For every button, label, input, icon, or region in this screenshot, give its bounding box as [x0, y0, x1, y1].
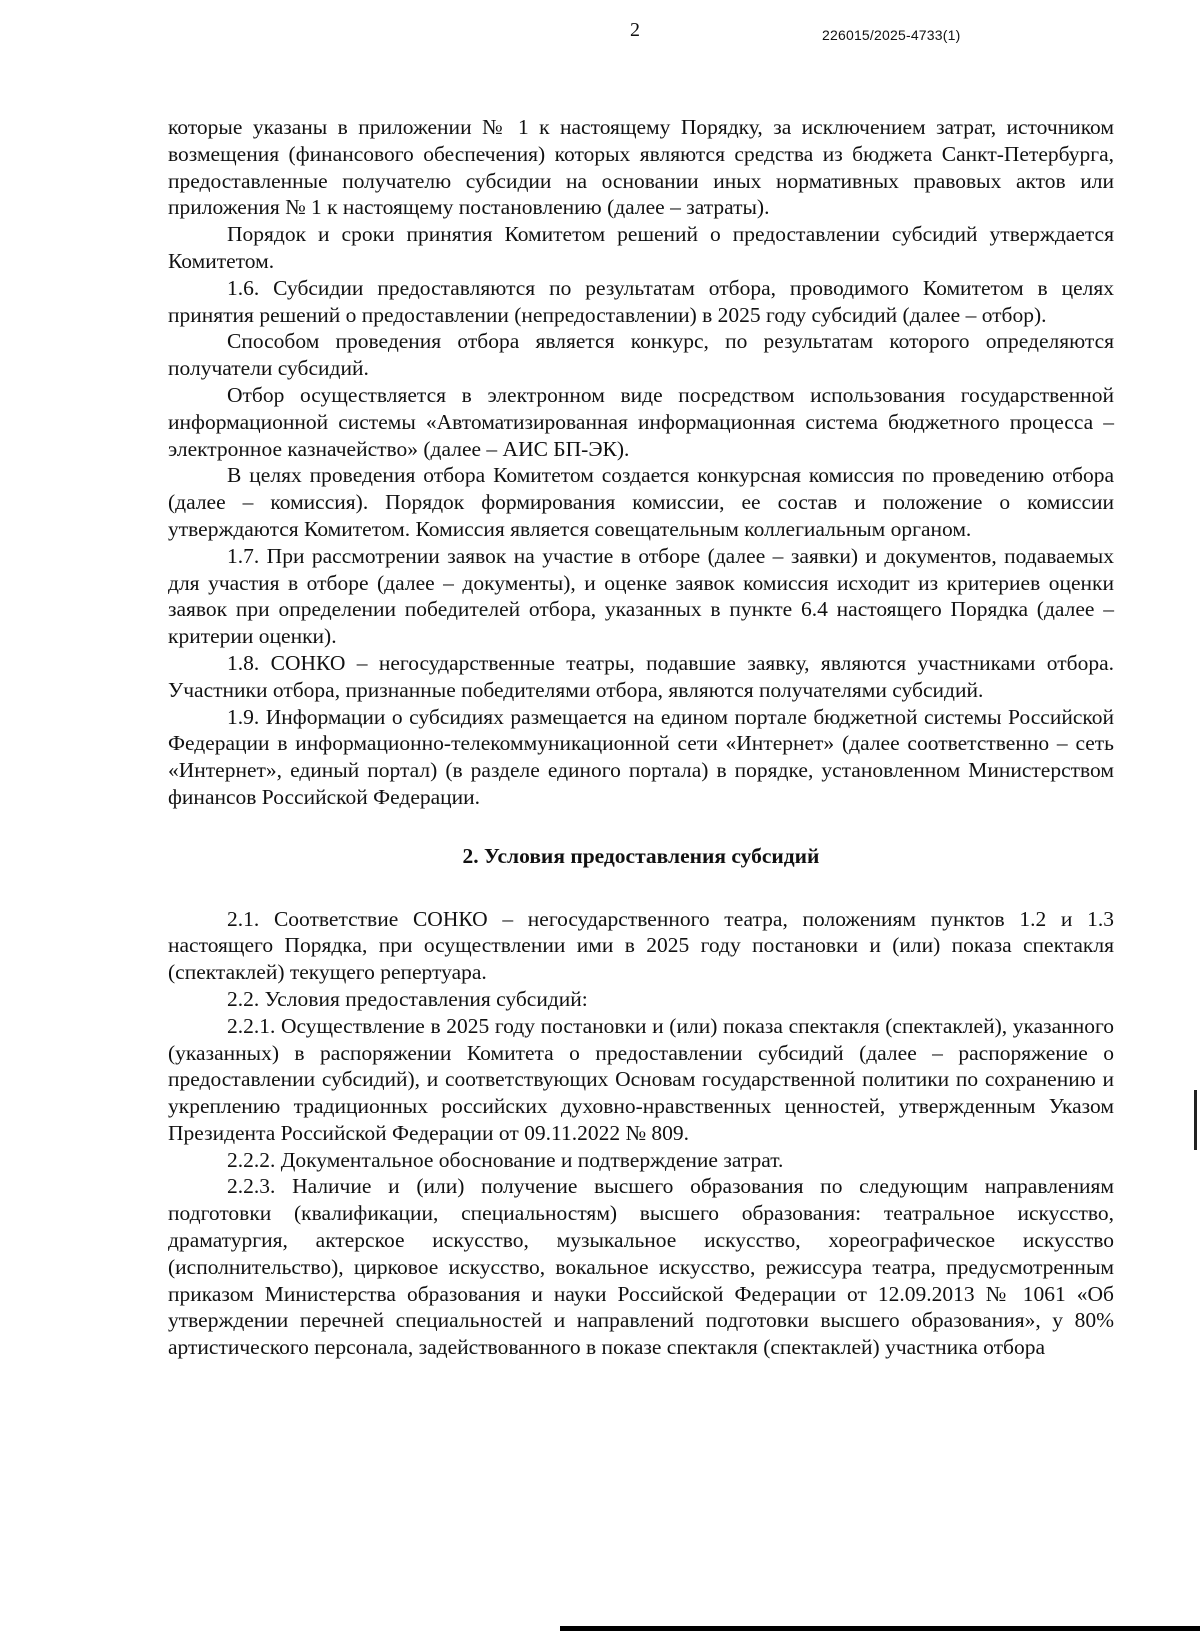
document-id: 226015/2025-4733(1)	[822, 27, 961, 43]
paragraph-2-2-2: 2.2.2. Документальное обоснование и подтверждение затрат.	[227, 1147, 784, 1172]
paragraph-1-9: 1.9. Информации о субсидиях размещается на едином портале бюджетной системы Российской Федерации в информационно-телекоммуникационной сети «Интернет» (далее соответственно – сеть «Интернет», единый портал) (в разделе единого портала) в порядке, установленном Министерством финансов Российской Федерации.	[168, 704, 1114, 809]
paragraph-2-2: 2.2. Условия предоставления субсидий:	[227, 986, 588, 1011]
paragraph-2-2-1: 2.2.1. Осуществление в 2025 году постановки и (или) показа спектакля (спектаклей), указанного (указанных) в распоряжении Комитета о предоставлении субсидий (далее – распоряжение о предоставлении субсидий), и соответствующих Основам государственной политики по сохранению и укреплению традиционных российских духовно-нравственных ценностей, утвержденным Указом Президента Российской Федерации от 09.11.2022 № 809.	[168, 1013, 1114, 1145]
paragraph: Порядок и сроки принятия Комитетом решений о предоставлении субсидий утверждается Комитетом.	[168, 222, 1114, 273]
paragraph: Способом проведения отбора является конкурс, по результатам которого определяются получатели субсидий.	[168, 329, 1114, 381]
document-body	[168, 114, 1114, 1361]
section-title: 2. Условия предоставления субсидий	[462, 843, 820, 868]
page-number: 2	[630, 19, 640, 41]
paragraph: В целях проведения отбора Комитетом создается конкурсная комиссия по проведению отбора (далее – комиссия). Порядок формирования комиссии, ее состав и положение о комиссии утверждаются Комитетом. Комиссия является совещательным коллегиальным органом.	[168, 463, 1114, 541]
paragraph-2-2-3: 2.2.3. Наличие и (или) получение высшего образования по следующим направлениям подготовки (квалификации, специальностям) высшего образования: театральное искусство, драматургия, актерское искусство, музыкальное искусство, хореографическое искусство (исполнительство), цирковое искусство, вокальное искусство, режиссура театра, предусмотренным приказом Министерства образования и науки Российской Федерации от 12.09.2013 № 1061 «Об утверждении перечней специальностей и направлений подготовки высшего образования», у 80% артистического персонала, задействованного в показе спектакля (спектаклей) участника отбора	[168, 1174, 1114, 1360]
paragraph-continuation: которые указаны в приложении № 1 к настоящему Порядку, за исключением затрат, источником возмещения (финансового обеспечения) которых являются средства из бюджета Санкт-Петербурга, предоставленные получателю субсидии на основании иных нормативных правовых актов или приложения № 1 к настоящему постановлению (далее – затраты).	[168, 115, 1114, 220]
paragraph-1-8: 1.8. СОНКО – негосударственные театры, подавшие заявку, являются участниками отбора. Участники отбора, признанные победителями отбора, являются получателями субсидий.	[168, 650, 1114, 702]
scan-edge-mark	[1194, 1090, 1197, 1150]
paragraph: Отбор осуществляется в электронном виде посредством использования государственной информационной системы «Автоматизированная информационная система бюджетного процесса – электронное казначейство» (далее – АИС БП-ЭК).	[168, 382, 1114, 461]
paragraph-1-7: 1.7. При рассмотрении заявок на участие в отборе (далее – заявки) и документов, подаваемых для участия в отборе (далее – документы), и оценке заявок комиссия исходит из критериев оценки заявок при определении победителей отбора, указанных в пункте 6.4 настоящего Порядка (далее – критерии оценки).	[168, 543, 1114, 649]
paragraph-2-1: 2.1. Соответствие СОНКО – негосударственного театра, положениям пунктов 1.2 и 1.3 настоящего Порядка, при осуществлении ими в 2025 году постановки и (или) показа спектакля (спектаклей) текущего репертуара.	[168, 906, 1114, 985]
scan-bottom-edge-gap	[0, 1626, 560, 1631]
paragraph-1-6: 1.6. Субсидии предоставляются по результатам отбора, проводимого Комитетом в целях принятия решений о предоставлении (непредоставлении) в 2025 году субсидий (далее – отбор).	[168, 275, 1114, 327]
